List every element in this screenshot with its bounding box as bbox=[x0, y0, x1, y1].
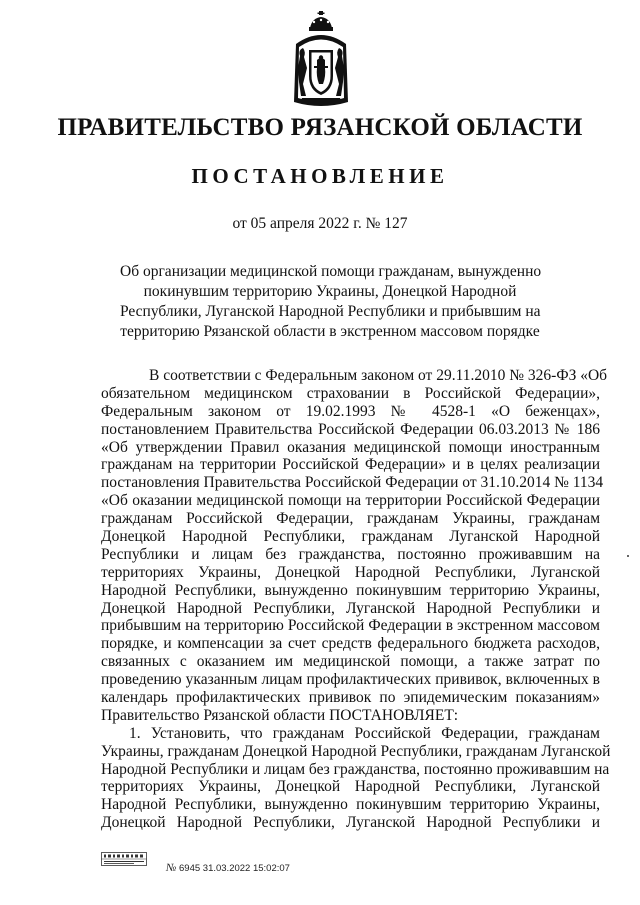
subject-line: Об организации медицинской помощи гражданам, вынужденно bbox=[120, 263, 542, 280]
number-sign: № bbox=[166, 862, 177, 874]
body-line: Федеральным законом от 19.02.1993 № 4528-1 «О беженцах», bbox=[101, 402, 600, 420]
body-line: 1. Установить, что гражданам Российской Федерации, гражданам bbox=[129, 724, 600, 742]
body-line: календарь профилактических прививок по эпидемическим показаниям» bbox=[101, 689, 600, 707]
body-line: территориях Украины, Донецкой Народной Республики, Луганской bbox=[101, 778, 600, 796]
body-line: связанных с оказанием им медицинской помощи, а также затрат по bbox=[101, 653, 600, 671]
document-subject bbox=[120, 262, 540, 342]
body-line: Республики и лицам без гражданства, постоянно проживавшим на bbox=[101, 545, 600, 563]
org-title: ПРАВИТЕЛЬСТВО РЯЗАНСКОЙ ОБЛАСТИ bbox=[57, 114, 583, 141]
scan-artifact bbox=[627, 555, 629, 557]
body-line: Народной Республики, вынужденно покинувшим территорию Украины, bbox=[101, 581, 600, 599]
registration-text: 6945 31.03.2022 15:02:07 bbox=[179, 863, 290, 874]
body-line: прибывшим на территорию Российской Федерации в экстренном массовом bbox=[101, 617, 600, 635]
body-line: гражданам на территории Российской Федерации» и в целях реализации bbox=[101, 456, 600, 474]
body-line: Украины, гражданам Донецкой Народной Республики, гражданам Луганской bbox=[101, 742, 611, 760]
coat-of-arms-icon bbox=[290, 10, 352, 112]
body-line: «Об оказании медицинской помощи на территории Российской Федерации bbox=[101, 492, 600, 510]
registration-stamp-icon bbox=[101, 852, 147, 866]
registration-number bbox=[166, 862, 290, 874]
body-line: Донецкой Народной Республики, Луганской Народной Республики и bbox=[101, 599, 600, 617]
body-line: Народной Республики, вынужденно покинувшим территорию Украины, bbox=[101, 796, 600, 814]
subject-line: территорию Рязанской области в экстренном массовом порядке bbox=[120, 323, 540, 340]
document-date-number: от 05 апреля 2022 г. № 127 bbox=[232, 215, 408, 232]
body-line: проведению указанным лицам профилактических прививок, включенных в bbox=[101, 671, 600, 689]
body-line: Народной Республики и лицам без гражданства, постоянно проживавшим на bbox=[101, 760, 610, 778]
body-line: Донецкой Народной Республики, Луганской Народной Республики и bbox=[101, 814, 600, 832]
body-line: порядке, и компенсации за счет средств федерального бюджета расходов, bbox=[101, 635, 600, 653]
document-body bbox=[101, 367, 611, 832]
subject-line: покинувшим территорию Украины, Донецкой Народной bbox=[143, 283, 517, 300]
document-type: ПОСТАНОВЛЕНИЕ bbox=[191, 164, 449, 188]
body-line: постановлением Правительства Российской Федерации 06.03.2013 № 186 bbox=[101, 420, 600, 438]
body-line: территориях Украины, Донецкой Народной Республики, Луганской bbox=[101, 563, 600, 581]
body-line: Донецкой Народной Республики, гражданам Луганской Народной bbox=[101, 528, 600, 546]
subject-line: Республики, Луганской Народной Республики и прибывшим на bbox=[120, 303, 541, 320]
body-line: «Об утверждении Правил оказания медицинской помощи иностранным bbox=[101, 438, 600, 456]
body-line: В соответствии с Федеральным законом от 29.11.2010 № 326-ФЗ «Об bbox=[149, 367, 608, 384]
body-line: гражданам Российской Федерации, гражданам Украины, гражданам bbox=[101, 510, 600, 528]
body-line: Правительство Рязанской области ПОСТАНОВЛЯЕТ: bbox=[101, 706, 459, 724]
body-line: обязательном медицинском страховании в Российской Федерации», bbox=[101, 384, 600, 402]
body-line: постановления Правительства Российской Федерации от 31.10.2014 № 1134 bbox=[101, 474, 604, 492]
